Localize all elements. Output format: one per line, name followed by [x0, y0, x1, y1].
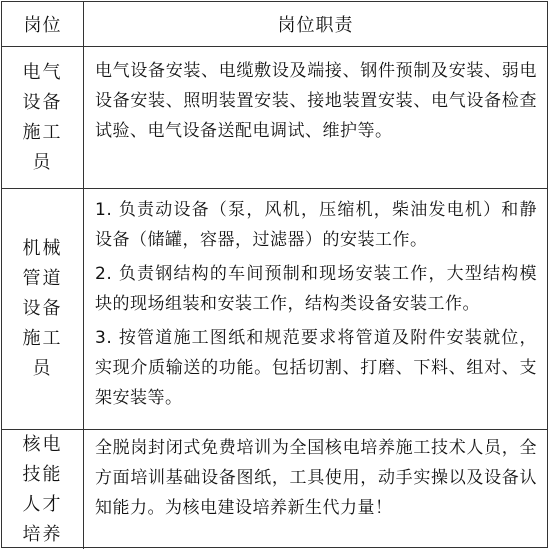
duty-cell [84, 47, 547, 188]
position-name: 核电技能人才培养 [22, 433, 63, 545]
position-name: 电气设备施工员 [22, 61, 63, 173]
table-row [2, 430, 547, 549]
duty-item: 3. 按管道施工图纸和规范要求将管道及附件安装就位，实现介质输送的功能。包括切割、打磨、下料、组对、支架安装等。 [95, 328, 537, 408]
header-position-cell [2, 2, 84, 46]
duty-text: 电气设备安装、电缆敷设及端接、钢件预制及安装、弱电设备安装、照明装置安装、接地装置安装、电气设备检查试验、电气设备送配电调试、维护等。 [95, 61, 537, 141]
duty-cell [84, 189, 547, 429]
duty-text: 全脱岗封闭式免费培训为全国核电培养施工技术人员，全方面培训基础设备图纸，工具使用，动手实操以及设备认知能力。为核电建设培养新生代力量！ [95, 438, 537, 518]
header-duty-cell [84, 2, 547, 46]
position-name: 机械管道设备施工员 [22, 238, 63, 379]
duty-item: 2. 负责钢结构的车间预制和现场安装工作，大型结构模块的现场组装和安装工作，结构类设备安装工作。 [95, 264, 537, 314]
header-position-label: 岗位 [23, 15, 62, 36]
table-row [2, 189, 547, 430]
duty-cell [84, 430, 547, 549]
duty-list [84, 189, 547, 413]
position-cell [2, 47, 84, 188]
position-cell [2, 189, 84, 429]
table-header-row [2, 2, 547, 47]
duty-item: 1. 负责动设备（泵，风机，压缩机，柴油发电机）和静设备（储罐，容器，过滤器）的安装工作。 [95, 200, 537, 250]
table-row [2, 47, 547, 189]
job-duties-table [1, 1, 548, 548]
position-cell [2, 430, 84, 549]
header-duty-label: 岗位职责 [277, 15, 354, 36]
